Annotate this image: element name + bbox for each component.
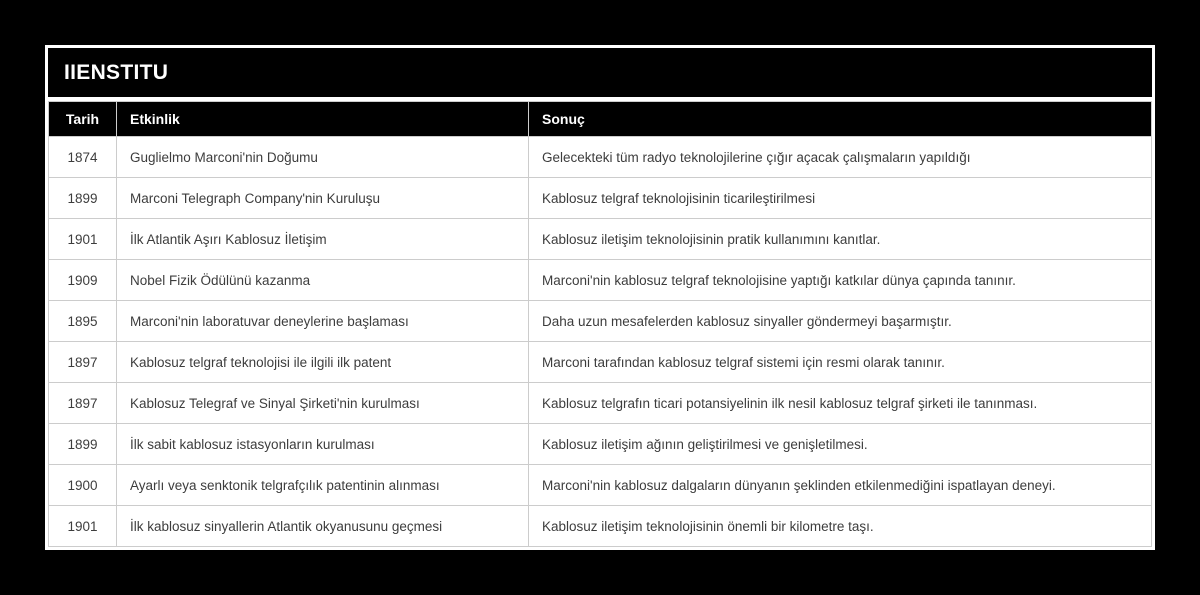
- header-row: [49, 102, 1152, 137]
- table-row: [49, 465, 1152, 506]
- cell-sonuc: Kablosuz telgraf teknolojisinin ticarileştirilmesi: [529, 178, 1152, 219]
- cell-tarih: 1899: [49, 178, 117, 219]
- cell-etkinlik: Guglielmo Marconi'nin Doğumu: [117, 137, 529, 178]
- column-header-sonuc: Sonuç: [529, 102, 1152, 137]
- cell-etkinlik: Marconi'nin laboratuvar deneylerine başlaması: [117, 301, 529, 342]
- cell-etkinlik: İlk kablosuz sinyallerin Atlantik okyanusunu geçmesi: [117, 506, 529, 547]
- cell-etkinlik: Kablosuz telgraf teknolojisi ile ilgili ilk patent: [117, 342, 529, 383]
- cell-etkinlik: Kablosuz Telegraf ve Sinyal Şirketi'nin kurulması: [117, 383, 529, 424]
- table-body: [49, 137, 1152, 547]
- column-header-etkinlik: Etkinlik: [117, 102, 529, 137]
- table-row: [49, 424, 1152, 465]
- table-row: [49, 137, 1152, 178]
- cell-etkinlik: İlk sabit kablosuz istasyonların kurulması: [117, 424, 529, 465]
- cell-sonuc: Kablosuz iletişim ağının geliştirilmesi ve genişletilmesi.: [529, 424, 1152, 465]
- cell-sonuc: Marconi tarafından kablosuz telgraf sistemi için resmi olarak tanınır.: [529, 342, 1152, 383]
- cell-tarih: 1899: [49, 424, 117, 465]
- table-row: [49, 506, 1152, 547]
- cell-sonuc: Gelecekteki tüm radyo teknolojilerine çığır açacak çalışmaların yapıldığı: [529, 137, 1152, 178]
- table-row: [49, 219, 1152, 260]
- table-row: [49, 301, 1152, 342]
- table-row: [49, 260, 1152, 301]
- cell-tarih: 1897: [49, 383, 117, 424]
- cell-etkinlik: İlk Atlantik Aşırı Kablosuz İletişim: [117, 219, 529, 260]
- cell-tarih: 1895: [49, 301, 117, 342]
- cell-tarih: 1897: [49, 342, 117, 383]
- timeline-table-panel: [45, 45, 1155, 550]
- cell-tarih: 1874: [49, 137, 117, 178]
- table-row: [49, 178, 1152, 219]
- timeline-table: [48, 101, 1152, 547]
- cell-tarih: 1901: [49, 219, 117, 260]
- page-title: IIENSTITU: [48, 48, 1152, 97]
- cell-sonuc: Kablosuz iletişim teknolojisinin pratik kullanımını kanıtlar.: [529, 219, 1152, 260]
- cell-tarih: 1901: [49, 506, 117, 547]
- table-row: [49, 383, 1152, 424]
- cell-sonuc: Marconi'nin kablosuz dalgaların dünyanın şeklinden etkilenmediğini ispatlayan deneyi.: [529, 465, 1152, 506]
- cell-sonuc: Kablosuz telgrafın ticari potansiyelinin ilk nesil kablosuz telgraf şirketi ile tanınması.: [529, 383, 1152, 424]
- cell-etkinlik: Ayarlı veya senktonik telgrafçılık patentinin alınması: [117, 465, 529, 506]
- column-header-tarih: Tarih: [49, 102, 117, 137]
- cell-etkinlik: Nobel Fizik Ödülünü kazanma: [117, 260, 529, 301]
- cell-tarih: 1900: [49, 465, 117, 506]
- cell-sonuc: Kablosuz iletişim teknolojisinin önemli bir kilometre taşı.: [529, 506, 1152, 547]
- cell-sonuc: Daha uzun mesafelerden kablosuz sinyaller göndermeyi başarmıştır.: [529, 301, 1152, 342]
- cell-etkinlik: Marconi Telegraph Company'nin Kuruluşu: [117, 178, 529, 219]
- cell-tarih: 1909: [49, 260, 117, 301]
- cell-sonuc: Marconi'nin kablosuz telgraf teknolojisine yaptığı katkılar dünya çapında tanınır.: [529, 260, 1152, 301]
- table-row: [49, 342, 1152, 383]
